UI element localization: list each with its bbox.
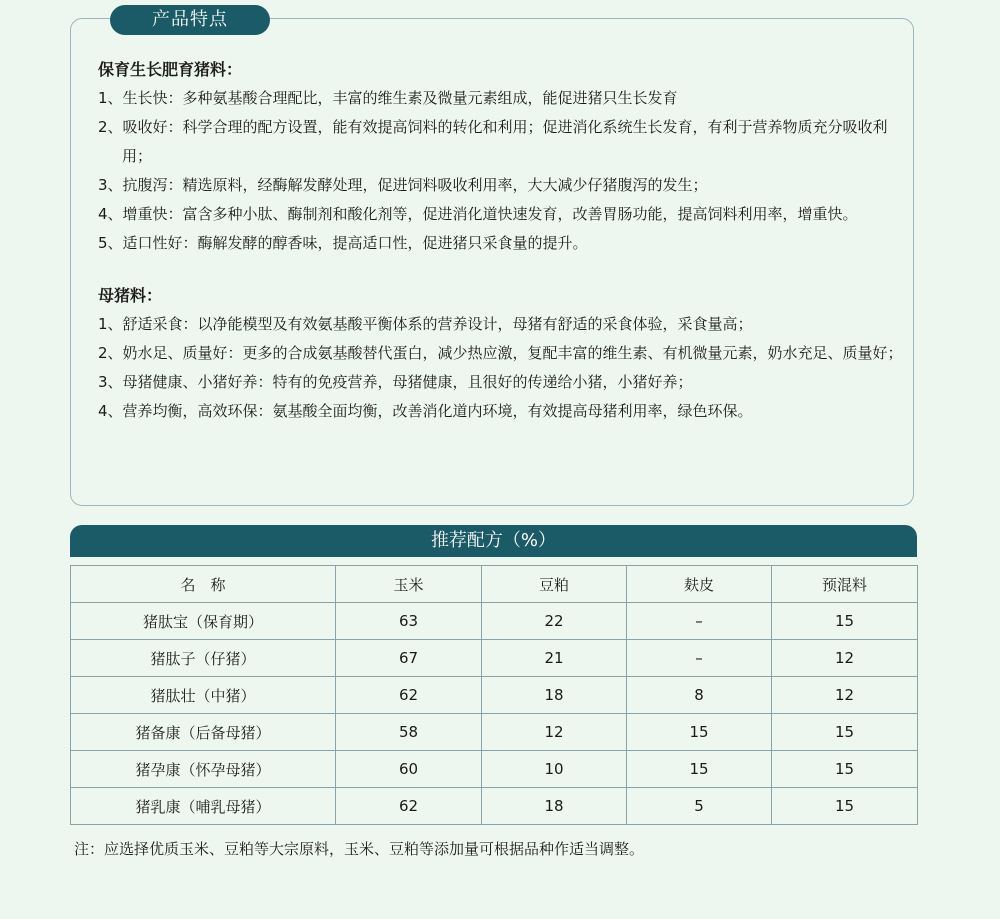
feature-item: 2、奶水足、质量好：更多的合成氨基酸替代蛋白，减少热应激，复配丰富的维生素、有机微量元素，奶水充足、质量好； [98, 344, 903, 362]
soybean-meal-cell: 22 [482, 603, 627, 640]
soybean-meal-cell: 12 [482, 714, 627, 751]
feature-item: 4、营养均衡，高效环保：氨基酸全面均衡，改善消化道内环境，有效提高母猪利用率，绿色环保。 [98, 402, 753, 420]
bran-cell: – [627, 603, 772, 640]
header-name: 名 称 [71, 566, 336, 603]
bran-cell: 8 [627, 677, 772, 714]
formula-table [70, 565, 918, 825]
premix-cell: 15 [772, 788, 918, 825]
corn-cell: 58 [336, 714, 482, 751]
table-row [71, 677, 918, 714]
premix-cell: 15 [772, 751, 918, 788]
corn-cell: 63 [336, 603, 482, 640]
feature-item: 3、抗腹泻：精选原料，经酶解发酵处理，促进饲料吸收利用率，大大减少仔猪腹泻的发生； [98, 176, 708, 194]
features-tab-label: 产品特点 [110, 5, 270, 35]
footnote: 注：应选择优质玉米、豆粕等大宗原料，玉米、豆粕等添加量可根据品种作适当调整。 [74, 840, 645, 858]
feature-item: 5、适口性好：酶解发酵的醇香味，提高适口性，促进猪只采食量的提升。 [98, 234, 588, 252]
table-row [71, 788, 918, 825]
premix-cell: 12 [772, 640, 918, 677]
header-bran: 麸皮 [627, 566, 772, 603]
soybean-meal-cell: 10 [482, 751, 627, 788]
table-row [71, 603, 918, 640]
feature-item: 2、吸收好：科学合理的配方设置，能有效提高饲料的转化和利用；促进消化系统生长发育，有利于营养物质充分吸收利用； [98, 118, 888, 165]
table-row [71, 714, 918, 751]
premix-cell: 15 [772, 603, 918, 640]
bran-cell: 5 [627, 788, 772, 825]
soybean-meal-cell: 18 [482, 677, 627, 714]
feature-item: 3、母猪健康、小猪好养：特有的免疫营养，母猪健康，且很好的传递给小猪，小猪好养； [98, 373, 693, 391]
features-content [98, 55, 908, 426]
bran-cell: 15 [627, 751, 772, 788]
bran-cell: 15 [627, 714, 772, 751]
header-premix: 预混料 [772, 566, 918, 603]
premix-cell: 15 [772, 714, 918, 751]
section-title-nursery: 保育生长肥育猪料： [98, 60, 243, 79]
feature-item: 4、增重快：富含多种小肽、酶制剂和酸化剂等，促进消化道快速发育，改善胃肠功能，提高饲料利用率，增重快。 [98, 205, 858, 223]
product-name-cell: 猪乳康（哺乳母猪） [71, 788, 336, 825]
table-row [71, 751, 918, 788]
corn-cell: 60 [336, 751, 482, 788]
bran-cell: – [627, 640, 772, 677]
product-name-cell: 猪肽壮（中猪） [71, 677, 336, 714]
premix-cell: 12 [772, 677, 918, 714]
corn-cell: 67 [336, 640, 482, 677]
table-header-row [71, 566, 918, 603]
product-name-cell: 猪肽子（仔猪） [71, 640, 336, 677]
feature-item: 1、生长快：多种氨基酸合理配比，丰富的维生素及微量元素组成，能促进猪只生长发育 [98, 89, 678, 107]
section-title-sow: 母猪料： [98, 286, 163, 305]
product-name-cell: 猪肽宝（保育期） [71, 603, 336, 640]
corn-cell: 62 [336, 677, 482, 714]
corn-cell: 62 [336, 788, 482, 825]
table-row [71, 640, 918, 677]
formula-title-bar: 推荐配方（%） [70, 525, 917, 557]
product-name-cell: 猪备康（后备母猪） [71, 714, 336, 751]
product-name-cell: 猪孕康（怀孕母猪） [71, 751, 336, 788]
header-soybean-meal: 豆粕 [482, 566, 627, 603]
header-corn: 玉米 [336, 566, 482, 603]
soybean-meal-cell: 21 [482, 640, 627, 677]
feature-item: 1、舒适采食：以净能模型及有效氨基酸平衡体系的营养设计，母猪有舒适的采食体验，采食量高； [98, 315, 753, 333]
soybean-meal-cell: 18 [482, 788, 627, 825]
